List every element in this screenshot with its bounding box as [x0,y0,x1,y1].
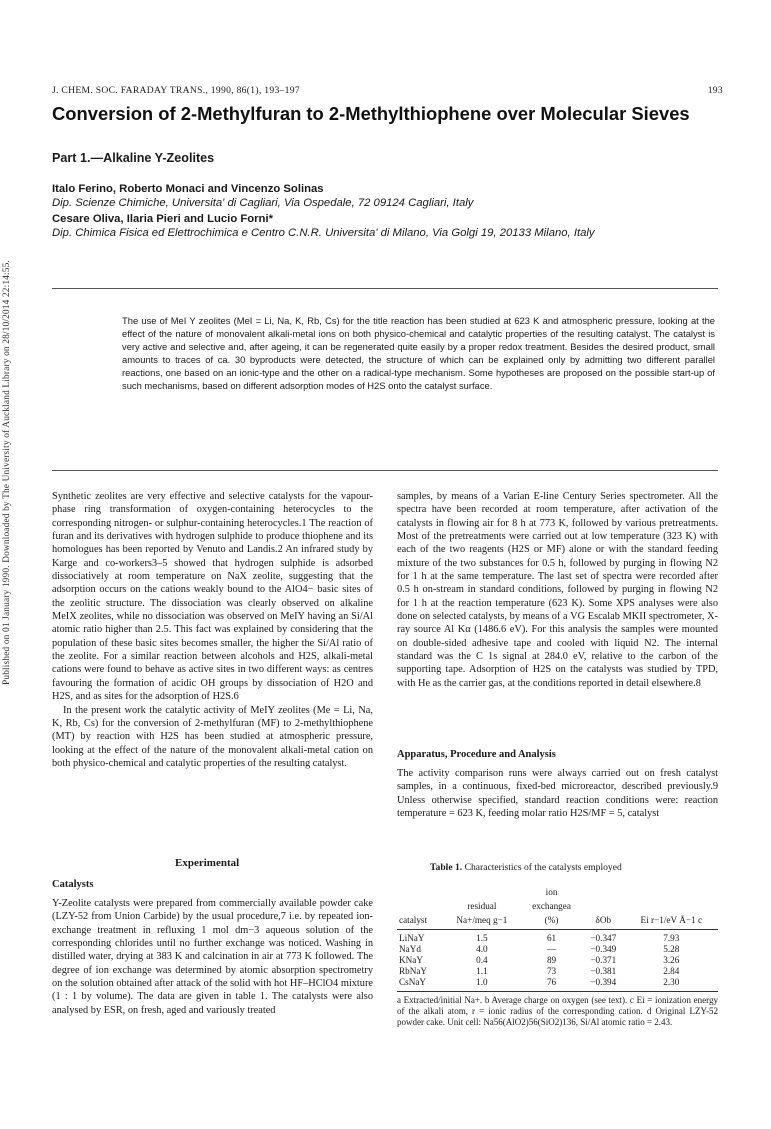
cell-ei: 5.28 [663,944,680,954]
abstract: The use of MeI Y zeolites (MeI = Li, Na, K, Rb, Cs) for the title reaction has been studied at 623 K and atmospheric pressure, looking at the effect of the nature of monovalent alkali-metal ions on both physico-chemical and catalytic properties of the resulting catalyst. The catalyst is very active and selective and, after ageing, it can be regenerated quite easily by a proper redox treatment. Besides the desired product, small amounts to traces of ca. 30 byproducts were detected, the structure of which can be explained only by admitting two different parallel reactions, one based on an ionic-type and the other on a radical-type mechanism. Some hypotheses are proposed on the possible start-up of such mechanisms, based on different adsorption modes of H2S onto the catalyst surface. [122,315,715,392]
apparatus-heading: Apparatus, Procedure and Analysis [397,749,556,760]
table-row [397,955,718,966]
col-header-exchange: exchangea [532,901,571,911]
cell-delta: −0.371 [590,955,617,965]
cell-catalyst: NaYd [399,944,421,954]
right-column [397,490,718,690]
catalyst-table [397,887,718,992]
cell-residual: 4.0 [476,944,488,954]
cell-residual: 1.5 [476,933,488,943]
catalysts-text: Y-Zeolite catalysts were prepared from commercially available powder cake (LZY-52 from Union Carbide) by the usual procedure,7 i.e. by repeated ion-exchange treatment in refluxing 1 mol dm−3 aqueous solution of the corresponding chlorides until no further exchange was noticed. Washing in distilled water, drying at 383 K and calcination in air at 773 K followed. The degree of ion exchange was determined by atomic absorption spectrometry on the solution obtained after attack of the solid with hot HF–HClO4 mixture (1 : 1 by volume). The data are given in table 1. The catalysts were also analysed by ESR, on fresh, aged and variously treated [52,898,373,1016]
col-header-ei: Ei r−1/eV Å−1 c [625,915,718,930]
intro-paragraph-2: In the present work the catalytic activity of MeIY zeolites (Me = Li, Na, K, Rb, Cs) for the conversion of 2-methylfuran (MF) to 2-methylthiophene (MT) by reaction with H2S has been studied at atmospheric pressure, looking at the effect of the nature of the monovalent alkali-metal cation on both physico-chemical and catalytic properties of the resulting catalyst. [52,704,373,769]
cell-catalyst: RbNaY [399,966,428,976]
cell-residual: 0.4 [476,955,488,965]
table-row [397,966,718,977]
cell-exchange: 89 [546,955,557,965]
cell-exchange: 76 [521,977,582,992]
col-header-residual-unit: Na+/meq g−1 [443,915,521,930]
table-label: Table 1. [430,862,463,873]
cell-ei: 2.84 [663,966,680,976]
table-row [397,977,718,992]
col-header-residual: residual [467,901,497,911]
running-head [52,85,723,96]
author-names: Italo Ferino, Roberto Monaci and Vincenzo Solinas [52,183,324,195]
col-header-delta: δOb [582,915,625,930]
col-header-exchange-unit: (%) [521,915,582,930]
cell-catalyst: CsNaY [397,977,443,992]
table-caption-text: Characteristics of the catalysts employed [464,862,622,873]
cell-exchange: — [546,944,557,954]
cell-delta: −0.347 [590,933,617,943]
intro-paragraph-1: Synthetic zeolites are very effective and selective catalysts for the vapour-phase ring transformation of oxygen-containing heterocycles to the corresponding nitrogen- or sulphur-containing heterocycles.1 The reaction of furan and its derivatives with hydrogen sulphide to produce thiophene and its homologues has been reported by Venuto and Landis.2 An infrared study by Karge and co-workers3–5 showed that hydrogen sulphide is adsorbed dissociatively at room temperature on NaX zeolite, suggesting that the adsorption occurs on the cations weakly bound to the AlO4− basic sites of the zeolitic structure. The dissociation was clearly observed on alkaline MeIX zeolites, while no dissociation was observed on MeIY having an Si/Al atomic ratio higher than 2.5. This fact was explained by considering that the population of these basic sites becomes smaller, the higher the Si/Al ratio of the zeolite. For a similar reaction between alcohols and H2S, alkali-metal cations were found to behave as active sites in two different ways: as centres favouring the formation of acidic OH groups by dissociation of H2O and H2S, and as sites for the adsorption of H2S.6 [52,491,373,703]
page-number: 193 [707,85,723,96]
author-affiliation: Dip. Scienze Chimiche, Universita' di Cagliari, Via Ospedale, 72 09124 Cagliari, Italy [52,197,474,209]
author-names: Cesare Oliva, Ilaria Pieri and Lucio Forni* [52,213,273,225]
cell-residual: 1.0 [443,977,521,992]
apparatus-text: The activity comparison runs were always carried out on fresh catalyst samples, in a continuous, fixed-bed microreactor, described previously.9 Unless otherwise specified, standard reaction conditions were: reaction temperature = 623 K, feeding molar ratio H2S/MF = 5, catalyst [397,768,718,820]
cell-delta: −0.381 [590,966,617,976]
table-row [397,944,718,955]
cell-exchange: 73 [546,966,557,976]
author-group-2 [52,212,722,240]
catalysts-heading: Catalysts [52,879,94,890]
cell-ei: 2.30 [625,977,718,992]
apparatus-paragraph [397,767,718,820]
table-caption [430,862,622,873]
author-affiliation: Dip. Chimica Fisica ed Elettrochimica e Centro C.N.R. Universita' di Milano, Via Golgi 19, 20133 Milano, Italy [52,227,595,239]
table-row [397,930,718,945]
abstract-rule [52,470,718,471]
col-header-catalyst: catalyst [397,915,443,930]
table-footnotes: a Extracted/initial Na+. b Average charge on oxygen (see text). c Ei = ionization energy of the alkali atom, r = ionic radius of the corresponding cation. d Original LZY-52 powder cake. Unit cell: Na56(AlO2)56(SiO2)136, Si/Al atomic ratio = 2.43. [397,995,718,1028]
article-title: Conversion of 2-Methylfuran to 2-Methylthiophene over Molecular Sieves [52,103,690,124]
cell-delta: −0.349 [590,944,617,954]
left-column [52,490,373,770]
article-subtitle: Part 1.—Alkaline Y-Zeolites [52,151,215,165]
journal-citation: J. CHEM. SOC. FARADAY TRANS., 1990, 86(1), 193–197 [52,85,300,96]
download-notice: Published on 01 January 1990. Downloaded by The University of Auckland Library on 28/10/2014 22:14:55. [2,260,12,685]
catalysts-paragraph [52,897,373,1017]
cell-residual: 1.1 [476,966,488,976]
cell-catalyst: KNaY [399,955,423,965]
cell-delta: −0.394 [582,977,625,992]
experimental-heading: Experimental [175,857,240,869]
cell-ei: 7.93 [663,933,680,943]
header-rule [52,288,718,289]
cell-ei: 3.26 [663,955,680,965]
author-group-1 [52,182,722,210]
methods-paragraph: samples, by means of a Varian E-line Century Series spectrometer. All the spectra have been recorded at room temperature, after activation of the catalysts in flowing air for 8 h at 773 K, followed by various pretreatments. Most of the pretreatments were carried out at low temperature (323 K) with each of the two reagents (H2S or MF) alone or with the standard feeding mixture of the two substances for 0.5 h, followed by purging in flowing N2 for 1 h at the same temperature. The last set of spectra were recorded after 0.5 h on-stream in standard conditions, followed by purging in flowing N2 for 1 h at the reaction temperature (623 K). Some XPS analyses were also done on selected catalysts, by means of a VG Escalab MKII spectrometer, X-ray source Al Kα (1486.6 eV). For this analysis the samples were mounted on double-sided adhesive tape and cooled with liquid N2. The internal standard was the C 1s signal at 284.0 eV, relative to the carbon of the supporting tape. Adsorption of H2S on the catalysts was studied by TPD, with He as the carrier gas, at the conditions reported in detail elsewhere.8 [397,491,718,689]
col-header-ion: ion [545,887,558,897]
cell-catalyst: LiNaY [399,933,425,943]
cell-exchange: 61 [546,933,557,943]
